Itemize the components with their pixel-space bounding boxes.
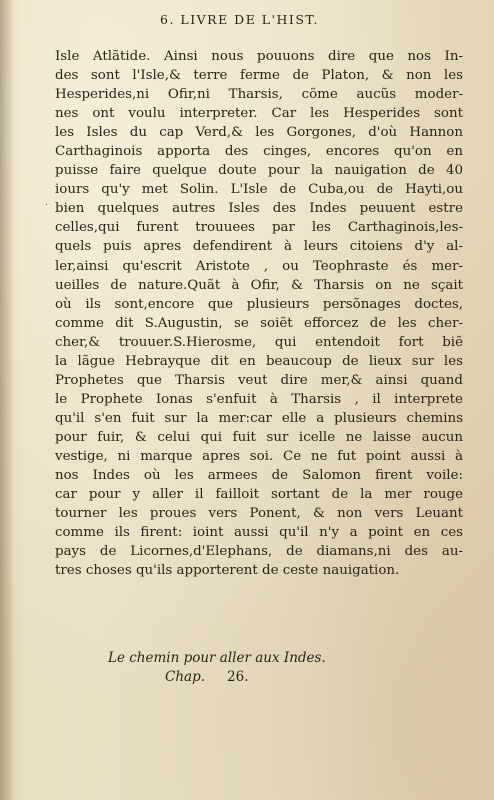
text-line: Carthaginois apporta des cinges, encores qu'on en: [55, 144, 463, 160]
text-line: car pour y aller il failloit sortant de la mer rouge: [55, 487, 463, 503]
text-line: le Prophete Ionas s'enfuit à Tharsis , il interprete: [55, 391, 463, 407]
text-line: où ils sont,encore que plusieurs persõnages doctes,: [55, 296, 463, 312]
text-line: Hesperides,ni Ofir,ni Tharsis, cõme aucũs moder-: [55, 87, 463, 103]
text-line: quels puis apres defendirent à leurs citoiens d'y al-: [55, 239, 463, 255]
chapter-number: 26.: [227, 669, 249, 685]
text-line: ler,ainsi qu'escrit Aristote , ou Teophraste és mer-: [55, 258, 463, 274]
text-line: vestige, ni marque apres soi. Ce ne fut point aussi à: [55, 448, 463, 464]
text-line: iours qu'y met Solin. L'Isle de Cuba,ou de Hayti,ou: [55, 182, 463, 198]
text-line: la lãgue Hebrayque dit en beaucoup de lieux sur les: [55, 353, 463, 369]
text-line: comme dit S.Augustin, se soiẽt efforcez de les cher-: [55, 315, 463, 331]
text-line: pays de Licornes,d'Elephans, de diamans,ni des au-: [55, 544, 463, 560]
text-line: tres choses qu'ils apporterent de ceste nauigation.: [55, 563, 400, 579]
text-line: comme ils firent: ioint aussi qu'il n'y a point en ces: [55, 525, 463, 541]
chapter-title: Le chemin pour aller aux Indes.: [108, 650, 326, 666]
text-line: cher,& trouuer.S.Hierosme, qui entendoit fort biẽ: [55, 334, 463, 350]
running-head: 6. LIVRE DE L'HIST.: [160, 12, 319, 27]
chapter-label: Chap.: [165, 669, 206, 685]
body-text: [55, 47, 463, 580]
spine-shadow: [0, 0, 14, 800]
text-line: nes ont voulu interpreter. Car les Hesperides sont: [55, 106, 463, 122]
chapter-heading: [165, 669, 249, 685]
text-line: des sont l'Isle,& terre ferme de Platon, & non les: [55, 68, 463, 84]
text-line: nos Indes où les armees de Salomon firent voile:: [55, 468, 463, 484]
text-line: celles,qui furent trouuees par les Carthaginois,les-: [55, 220, 463, 236]
text-line: Prophetes que Tharsis veut dire mer,& ainsi quand: [55, 372, 463, 388]
margin-mark: ·: [45, 200, 49, 211]
text-line: Isle Atlãtide. Ainsi nous pouuons dire que nos In-: [55, 49, 463, 64]
text-line: les Isles du cap Verd,& les Gorgones, d'où Hannon: [55, 125, 463, 141]
text-line: pour fuir, & celui qui fuit sur icelle ne laisse aucun: [55, 429, 463, 445]
text-line: puisse faire quelque doute pour la nauigation de 40: [55, 163, 463, 179]
text-line: qu'il s'en fuit sur la mer:car elle a plusieurs chemins: [55, 410, 463, 426]
text-line: tourner les proues vers Ponent, & non vers Leuant: [55, 506, 463, 522]
text-line: bien quelques autres Isles des Indes peuuent estre: [55, 201, 463, 217]
text-line: ueilles de nature.Quãt à Ofir, & Tharsis on ne sçait: [55, 277, 463, 293]
